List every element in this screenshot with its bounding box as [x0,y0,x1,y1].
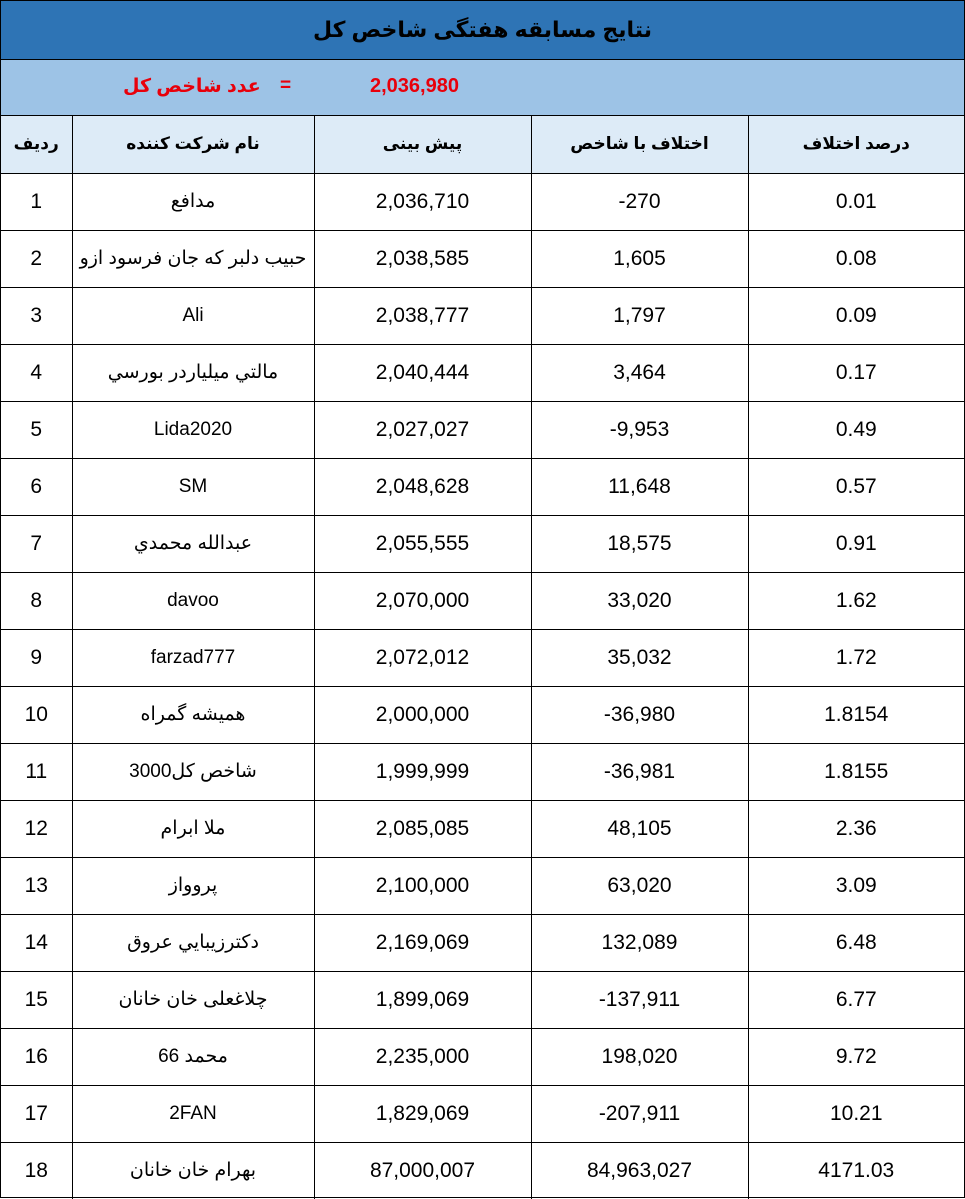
rank-cell: 2 [1,230,72,287]
diff-cell: 3,464 [531,344,748,401]
table-row [1,572,964,629]
rank-cell: 11 [1,743,72,800]
name-cell: SM [72,458,314,515]
table-row [1,344,964,401]
header-rank: ردیف [1,116,72,173]
forecast-cell: 2,038,777 [314,287,531,344]
table-row [1,800,964,857]
diff-cell: 132,089 [531,914,748,971]
percent-cell: 0.08 [748,230,964,287]
forecast-cell: 2,000,000 [314,686,531,743]
name-cell: شاخص کل3000 [72,743,314,800]
name-cell: دكترزيبايي عروق [72,914,314,971]
diff-cell: 63,020 [531,857,748,914]
diff-cell: -9,953 [531,401,748,458]
table-row [1,686,964,743]
name-cell: farzad777 [72,629,314,686]
diff-cell: 35,032 [531,629,748,686]
name-cell: davoo [72,572,314,629]
diff-cell: 1,605 [531,230,748,287]
forecast-cell: 2,085,085 [314,800,531,857]
percent-cell: 6.77 [748,971,964,1028]
percent-cell: 0.01 [748,173,964,230]
rank-cell: 17 [1,1085,72,1142]
diff-cell: 1,797 [531,287,748,344]
table-row [1,515,964,572]
percent-cell: 3.09 [748,857,964,914]
rank-cell: 8 [1,572,72,629]
percent-cell: 0.09 [748,287,964,344]
table-row [1,173,964,230]
table-row [1,458,964,515]
forecast-cell: 2,235,000 [314,1028,531,1085]
forecast-cell: 1,829,069 [314,1085,531,1142]
percent-cell: 0.49 [748,401,964,458]
forecast-cell: 2,040,444 [314,344,531,401]
name-cell: ملا ابرام [72,800,314,857]
name-cell: همیشه گمراه [72,686,314,743]
page-title: نتایج مسابقه هفتگی شاخص کل [312,17,653,42]
name-cell: Lida2020 [72,401,314,458]
rank-cell: 4 [1,344,72,401]
diff-cell: 84,963,027 [531,1142,748,1199]
table-row [1,1085,964,1142]
percent-cell: 1.8154 [748,686,964,743]
header-row [1,116,964,173]
rank-cell: 13 [1,857,72,914]
forecast-cell: 2,072,012 [314,629,531,686]
rank-cell: 1 [1,173,72,230]
rank-cell: 3 [1,287,72,344]
rank-cell: 15 [1,971,72,1028]
percent-cell: 0.57 [748,458,964,515]
rank-cell: 12 [1,800,72,857]
name-cell: مدافع [72,173,314,230]
header-diff: اختلاف با شاخص [531,116,748,173]
name-cell: پروواز [72,857,314,914]
diff-cell: -36,980 [531,686,748,743]
diff-cell: 198,020 [531,1028,748,1085]
header-percent: درصد اختلاف [748,116,964,173]
name-cell: مالتي ميلياردر بورسي [72,344,314,401]
results-body [1,173,964,1199]
rank-cell: 18 [1,1142,72,1199]
table-row [1,743,964,800]
forecast-cell: 2,038,585 [314,230,531,287]
forecast-cell: 2,070,000 [314,572,531,629]
results-table [1,116,964,1199]
percent-cell: 4171.03 [748,1142,964,1199]
diff-cell: 33,020 [531,572,748,629]
diff-cell: 48,105 [531,800,748,857]
percent-cell: 10.21 [748,1085,964,1142]
forecast-cell: 2,169,069 [314,914,531,971]
name-cell: 2FAN [72,1085,314,1142]
table-row [1,1142,964,1199]
forecast-cell: 2,100,000 [314,857,531,914]
title-bar [1,1,964,60]
percent-cell: 0.91 [748,515,964,572]
header-name: نام شرکت کننده [72,116,314,173]
rank-cell: 14 [1,914,72,971]
index-value: 2,036,980 [370,75,459,97]
index-equals: = [280,75,292,96]
name-cell: Ali [72,287,314,344]
diff-cell: 11,648 [531,458,748,515]
table-row [1,914,964,971]
table-row [1,230,964,287]
percent-cell: 1.72 [748,629,964,686]
forecast-cell: 2,027,027 [314,401,531,458]
rank-cell: 5 [1,401,72,458]
table-row [1,857,964,914]
rank-cell: 7 [1,515,72,572]
forecast-cell: 1,899,069 [314,971,531,1028]
rank-cell: 10 [1,686,72,743]
rank-cell: 6 [1,458,72,515]
name-cell: چلاغعلی خان خانان [72,971,314,1028]
header-forecast: پیش بینی [314,116,531,173]
table-row [1,971,964,1028]
table-row [1,629,964,686]
percent-cell: 2.36 [748,800,964,857]
forecast-cell: 87,000,007 [314,1142,531,1199]
rank-cell: 9 [1,629,72,686]
index-bar [1,60,964,116]
diff-cell: -137,911 [531,971,748,1028]
forecast-cell: 1,999,999 [314,743,531,800]
name-cell: بهرام خان خانان [72,1142,314,1199]
table-row [1,287,964,344]
diff-cell: 18,575 [531,515,748,572]
name-cell: عبدالله محمدي [72,515,314,572]
percent-cell: 1.62 [748,572,964,629]
percent-cell: 1.8155 [748,743,964,800]
index-label: عدد شاخص کل [123,76,261,97]
forecast-cell: 2,036,710 [314,173,531,230]
diff-cell: -207,911 [531,1085,748,1142]
name-cell: حبيب دلبر كه جان فرسود ازو [72,230,314,287]
table-row [1,401,964,458]
forecast-cell: 2,055,555 [314,515,531,572]
diff-cell: -36,981 [531,743,748,800]
percent-cell: 0.17 [748,344,964,401]
table-row [1,1028,964,1085]
percent-cell: 6.48 [748,914,964,971]
name-cell: محمد 66 [72,1028,314,1085]
percent-cell: 9.72 [748,1028,964,1085]
forecast-cell: 2,048,628 [314,458,531,515]
diff-cell: -270 [531,173,748,230]
rank-cell: 16 [1,1028,72,1085]
